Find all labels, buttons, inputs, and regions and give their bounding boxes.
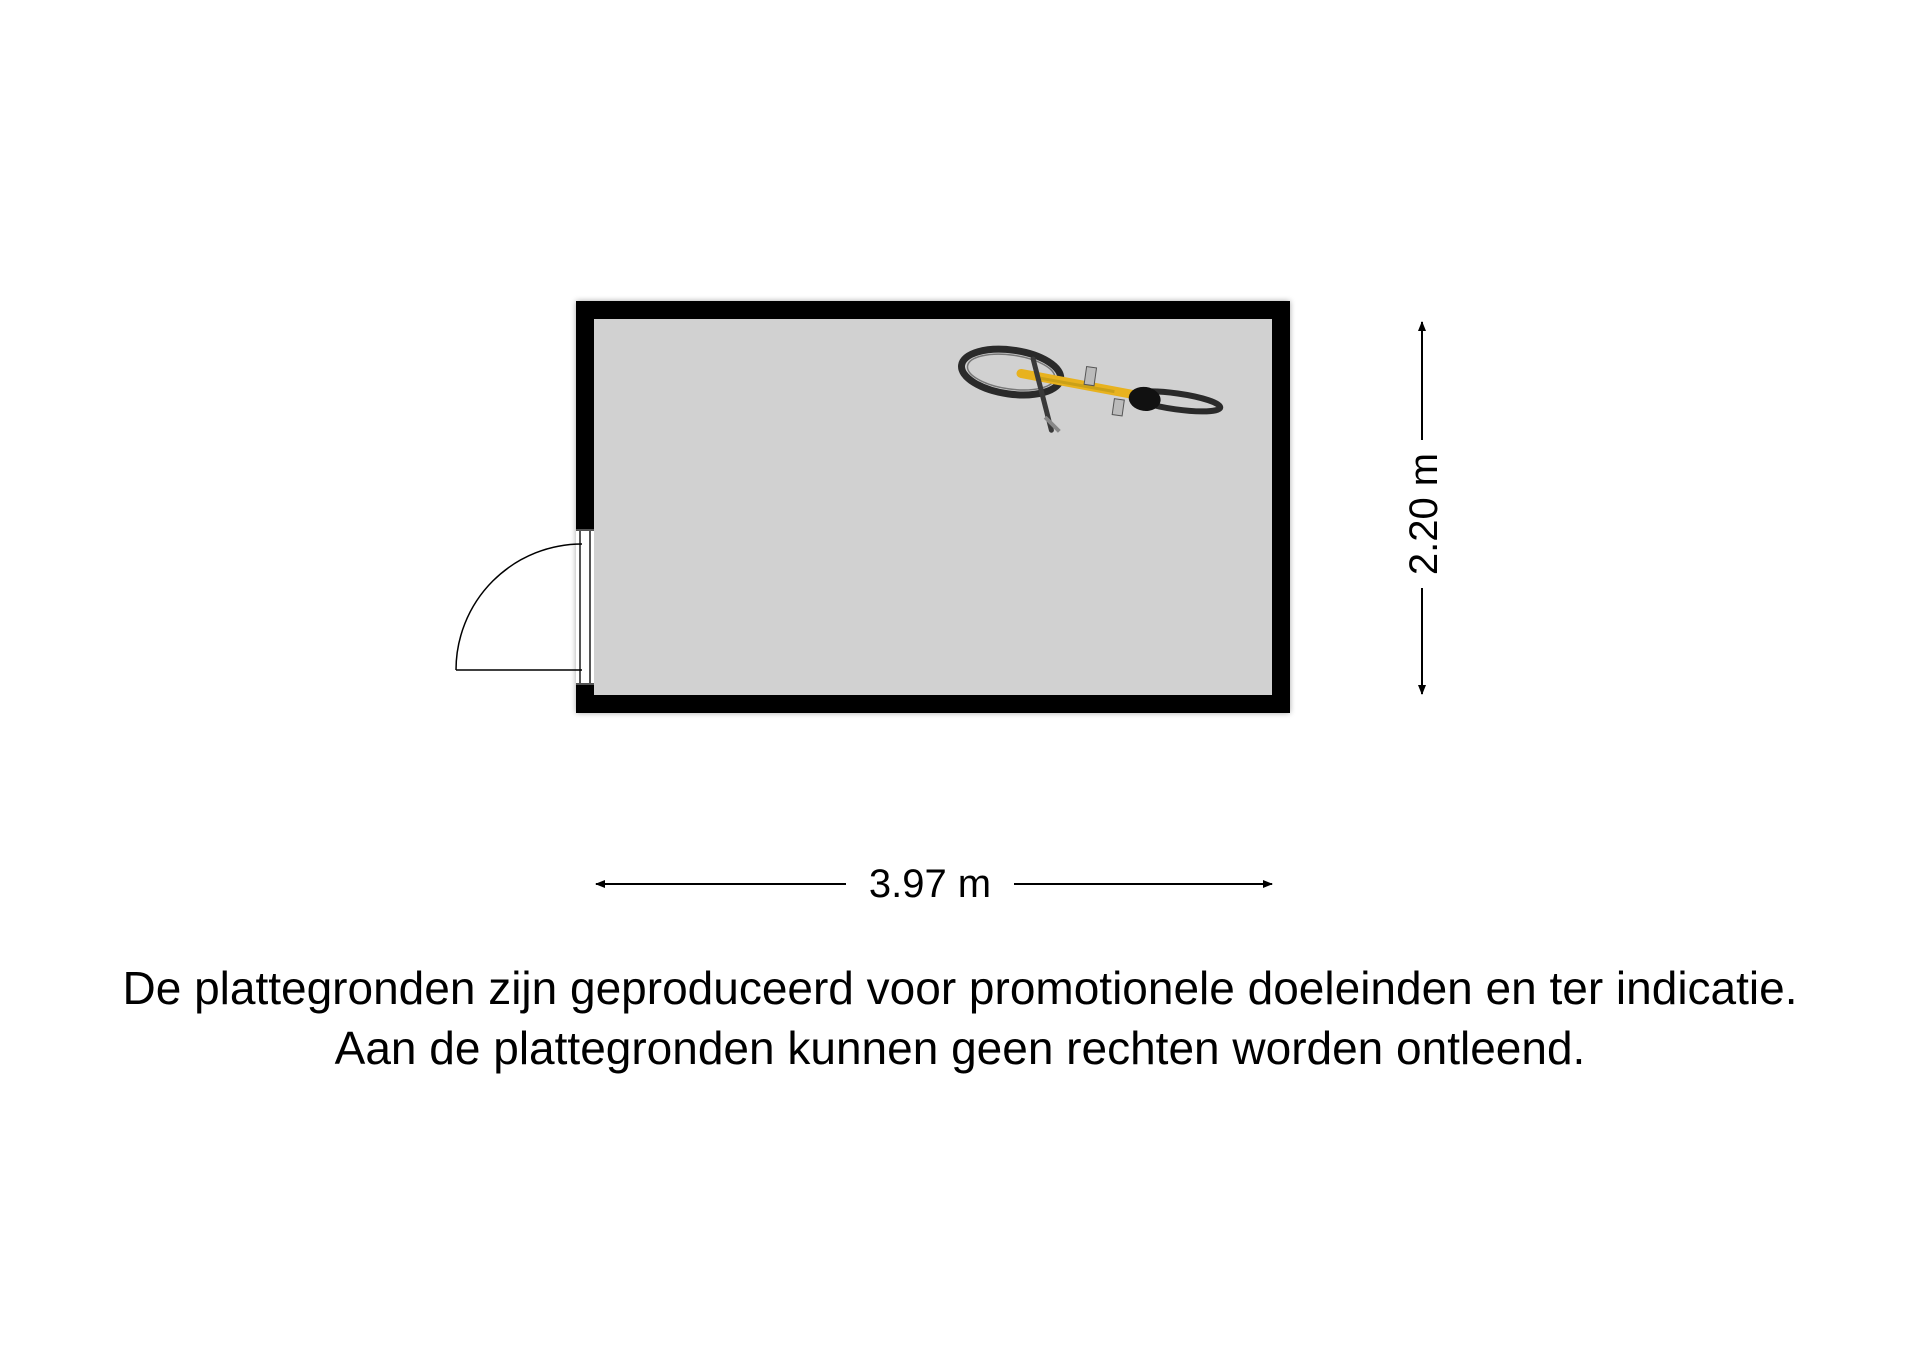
door-opening [576,530,594,684]
room-floor [594,319,1272,695]
door-swing-arc [456,544,582,670]
dimension-width-label: 3.97 m [868,862,992,906]
door [456,530,594,684]
dimension-width [596,862,1272,906]
disclaimer-line-1: De plattegronden zijn geproduceerd voor promotionele doeleinden en ter indicatie. [122,962,1798,1014]
dimension-height [1402,322,1446,694]
disclaimer-line-2: Aan de plattegronden kunnen geen rechten worden ontleend. [334,1022,1586,1074]
room [576,301,1290,713]
dimension-height-label: 2.20 m [1402,452,1446,576]
